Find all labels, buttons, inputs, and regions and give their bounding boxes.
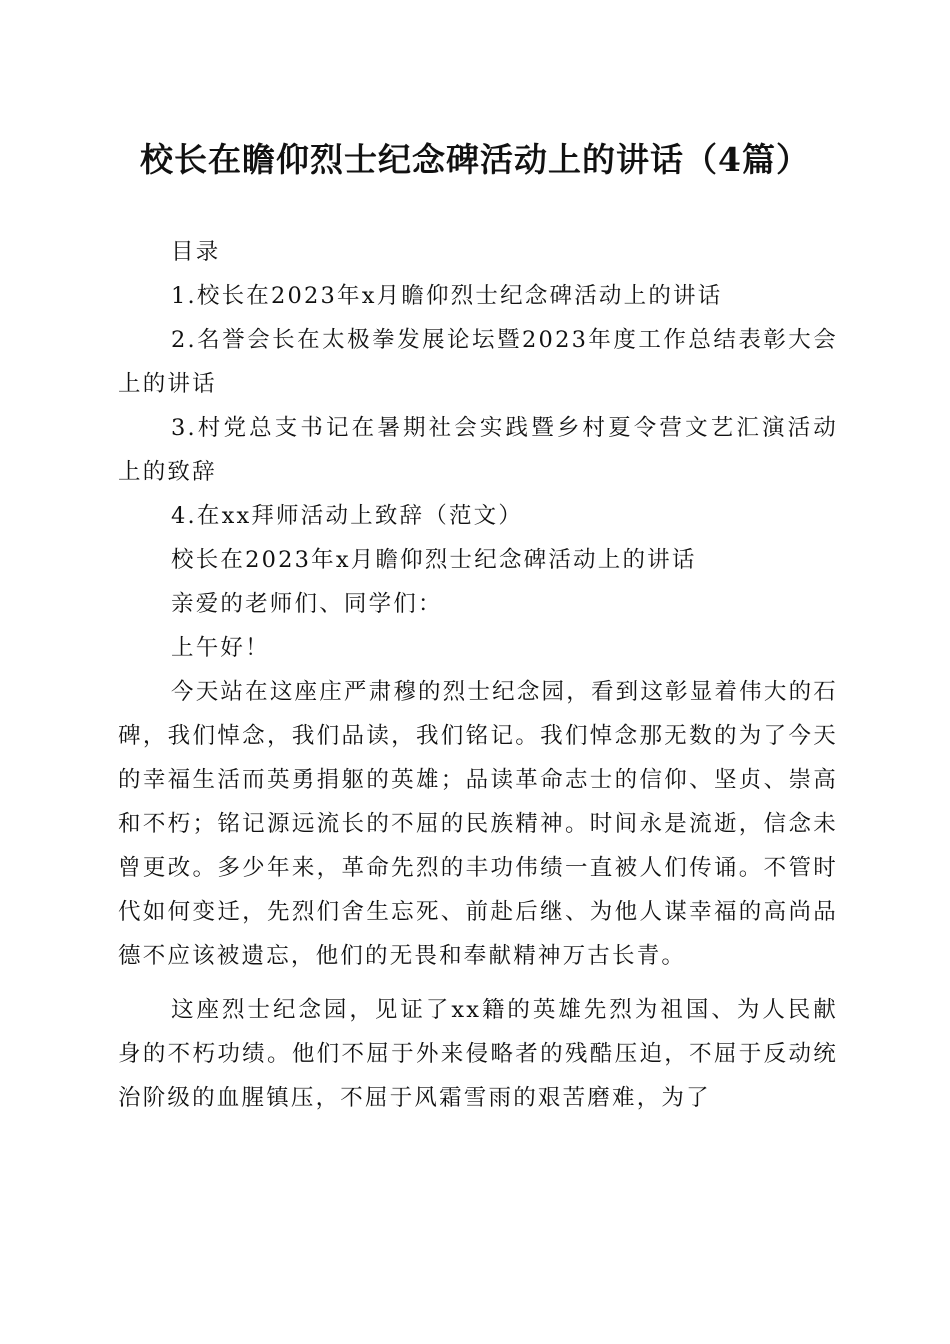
document-body: [118, 230, 838, 1120]
speech-salutation: 亲爱的老师们、同学们：: [171, 591, 443, 617]
toc-item: 1.校长在2023年x月瞻仰烈士纪念碑活动上的讲话: [171, 283, 723, 309]
speech-title: 校长在2023年x月瞻仰烈士纪念碑活动上的讲话: [171, 547, 697, 573]
speech-greeting: 上午好！: [171, 635, 270, 661]
toc-item: 3.村党总支书记在暑期社会实践暨乡村夏令营文艺汇演活动上的致辞: [118, 415, 838, 485]
speech-paragraph: 这座烈士纪念园，见证了xx籍的英雄先烈为祖国、为人民献身的不朽功绩。他们不屈于外来侵略者的残酷压迫，不屈于反动统治阶级的血腥镇压，不屈于风霜雪雨的艰苦磨难，为了: [118, 997, 838, 1111]
speech-paragraph: 今天站在这座庄严肃穆的烈士纪念园，看到这彰显着伟大的石碑，我们悼念，我们品读，我们铭记。我们悼念那无数的为了今天的幸福生活而英勇捐躯的英雄；品读革命志士的信仰、坚贞、崇高和不朽；铭记源远流长的不屈的民族精神。时间永是流逝，信念未曾更改。多少年来，革命先烈的丰功伟绩一直被人们传诵。不管时代如何变迁，先烈们舍生忘死、前赴后继、为他人谋幸福的高尚品德不应该被遗忘，他们的无畏和奉献精神万古长青。: [118, 679, 838, 969]
document-title: 校长在瞻仰烈士纪念碑活动上的讲话（4篇）: [140, 140, 810, 179]
toc-heading: 目录: [171, 239, 221, 265]
toc-item: 4.在xx拜师活动上致辞（范文）: [171, 503, 524, 529]
toc-item: 2.名誉会长在太极拳发展论坛暨2023年度工作总结表彰大会上的讲话: [118, 327, 838, 397]
